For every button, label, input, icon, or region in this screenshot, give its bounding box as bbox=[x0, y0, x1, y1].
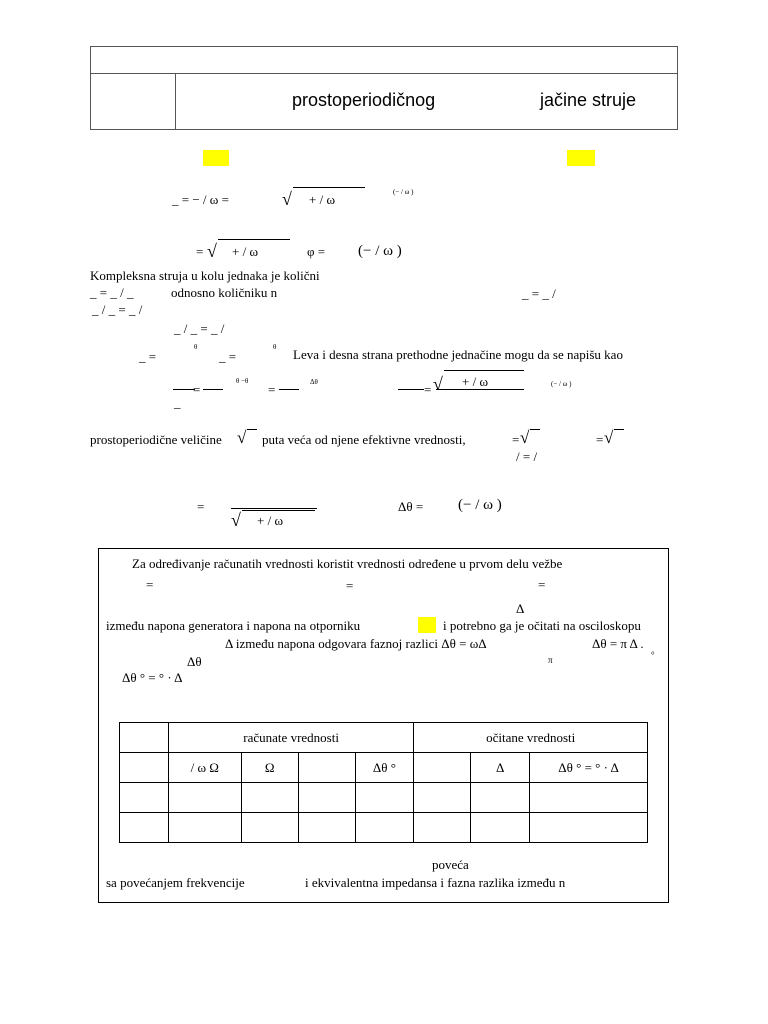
equation-exp-modulus: = bbox=[424, 382, 432, 397]
table-cell bbox=[298, 753, 355, 783]
sqrt-sign: √ bbox=[433, 374, 443, 394]
table-cell bbox=[120, 813, 169, 843]
table-cell: Ω bbox=[241, 753, 298, 783]
results-table bbox=[119, 722, 648, 843]
table-group-read: očitane vrednosti bbox=[414, 723, 648, 753]
title-right: jačine struje bbox=[540, 90, 637, 110]
box-equation: = bbox=[146, 577, 154, 592]
equation-voltage: _ = bbox=[139, 349, 157, 364]
equation-ratio: _ / _ = _ / bbox=[174, 321, 225, 336]
equation-effective-ratio: / = / bbox=[516, 449, 538, 464]
table-cell bbox=[168, 783, 241, 813]
table-cell bbox=[414, 753, 471, 783]
box-line: Δθ ° = ° · Δ bbox=[122, 670, 183, 685]
equation-exp-form: = bbox=[193, 382, 201, 397]
equation-exp-modulus-tail: (− / ω ) bbox=[551, 380, 572, 388]
box-line: Za određivanje računatih vrednosti koristit vrednosti određene u prvom delu vežbe bbox=[132, 556, 563, 571]
table-cell bbox=[120, 783, 169, 813]
table-cell bbox=[530, 783, 648, 813]
sqrt-bar bbox=[293, 187, 365, 188]
box-line: i ekvivalentna impedansa i fazna razlika između n bbox=[305, 875, 566, 890]
equation-exp-form-exponent: Δθ bbox=[310, 378, 318, 386]
table-cell bbox=[120, 723, 169, 753]
table-cell bbox=[530, 813, 648, 843]
equation-phase-shift-tail: (− / ω ) bbox=[458, 497, 502, 513]
box-line: π bbox=[548, 655, 553, 665]
equation-effective: = bbox=[596, 432, 604, 447]
box-line: Δθ = π Δ . bbox=[592, 636, 644, 651]
sqrt-bar bbox=[614, 429, 624, 430]
paragraph-line: Kompleksna struja u kolu jednaka je količni bbox=[90, 268, 320, 283]
paragraph-line: odnosno količniku n bbox=[171, 285, 278, 300]
equation-impedance: _ = − / ω = bbox=[172, 192, 229, 207]
table-cell: Δ bbox=[471, 753, 530, 783]
paragraph-line: puta veća od njene efektivne vrednosti, bbox=[262, 432, 466, 447]
paragraph-line: Leva i desna strana prethodne jednačine mogu da se napišu kao bbox=[293, 347, 623, 362]
fraction-numerator: _ bbox=[174, 376, 181, 391]
equation-impedance-tail: (− / ω ) bbox=[393, 188, 414, 196]
table-cell bbox=[471, 783, 530, 813]
sqrt-sign: √ bbox=[237, 428, 247, 447]
box-line: i potrebno ga je očitati na osciloskopu bbox=[443, 618, 641, 633]
sqrt-sign: √ bbox=[282, 189, 292, 209]
fraction-bar bbox=[231, 508, 317, 509]
table-cell bbox=[414, 783, 471, 813]
box-equation: = bbox=[538, 577, 546, 592]
equation-phase: φ = bbox=[307, 244, 326, 259]
title-left: prostoperiodičnog bbox=[292, 90, 436, 110]
sqrt-sign: √ bbox=[604, 428, 614, 447]
fraction-bar bbox=[436, 389, 524, 390]
table-cell bbox=[298, 783, 355, 813]
paragraph-line: _ = _ / bbox=[522, 286, 556, 301]
table-cell bbox=[355, 783, 414, 813]
equation-modulus-radicand: + / ω bbox=[232, 244, 258, 259]
equation-exp-modulus-radicand: + / ω bbox=[462, 374, 488, 389]
table-group-computed: računate vrednosti bbox=[168, 723, 414, 753]
highlight-marker bbox=[418, 617, 436, 633]
fraction-bar bbox=[398, 389, 424, 390]
equation-impedance-radicand: + / ω bbox=[309, 192, 335, 207]
sqrt-bar bbox=[218, 239, 290, 240]
table-cell: Δθ ° = ° · Δ bbox=[530, 753, 648, 783]
box-line: Δθ bbox=[187, 654, 202, 669]
paragraph-line: _ / _ = _ / bbox=[92, 302, 143, 317]
table-row bbox=[120, 813, 648, 843]
equation-phase-tail: (− / ω ) bbox=[358, 243, 402, 259]
table-cell: / ω Ω bbox=[168, 753, 241, 783]
table-cell bbox=[298, 813, 355, 843]
table-cell bbox=[168, 813, 241, 843]
equation-effective: = bbox=[512, 432, 520, 447]
fraction-bar bbox=[203, 389, 223, 390]
table-cell bbox=[355, 813, 414, 843]
sqrt-sign: √ bbox=[231, 510, 241, 530]
equation-current-exponent: θ bbox=[273, 343, 277, 351]
box-line: poveća bbox=[432, 857, 469, 872]
equation-modulus: = bbox=[196, 244, 204, 259]
table-cell: Δθ ° bbox=[355, 753, 414, 783]
table-header-row bbox=[120, 723, 648, 753]
box-line: između napona generatora i napona na otporniku bbox=[106, 618, 361, 633]
header-table bbox=[90, 46, 678, 130]
box-delta: Δ bbox=[516, 601, 525, 616]
box-line: sa povećanjem frekvencije bbox=[106, 875, 245, 890]
equation-exp-form: = bbox=[268, 382, 276, 397]
sqrt-bar bbox=[530, 429, 540, 430]
sqrt-sign: √ bbox=[207, 241, 217, 261]
table-cell bbox=[120, 753, 169, 783]
table-cell bbox=[471, 813, 530, 843]
table-cell bbox=[414, 813, 471, 843]
equation-exp-form-exponent: θ −θ bbox=[236, 377, 249, 385]
box-equation: = bbox=[346, 578, 354, 593]
table-subheader-row bbox=[120, 753, 648, 783]
fraction-bar bbox=[279, 389, 299, 390]
table-cell bbox=[241, 783, 298, 813]
fraction-denominator: _ bbox=[174, 395, 181, 410]
sqrt-bar bbox=[444, 370, 524, 371]
header-column-divider bbox=[175, 73, 176, 130]
paragraph-line: prostoperiodične veličine bbox=[90, 432, 222, 447]
paragraph-line: _ = _ / _ bbox=[90, 285, 134, 300]
equation-voltage-exponent: θ bbox=[194, 343, 198, 351]
equation-current-amplitude-radicand: + / ω bbox=[257, 513, 283, 528]
box-line: ° bbox=[651, 650, 655, 660]
equation-current: _ = bbox=[219, 349, 237, 364]
sqrt-bar bbox=[242, 510, 315, 511]
header-row-top bbox=[91, 47, 677, 74]
equation-current-amplitude: = bbox=[197, 499, 205, 514]
box-line: Δ između napona odgovara faznoj razlici Δθ = ωΔ bbox=[225, 636, 487, 651]
highlight-marker bbox=[567, 150, 595, 166]
highlight-marker bbox=[203, 150, 229, 166]
table-cell bbox=[241, 813, 298, 843]
sqrt-sign: √ bbox=[520, 428, 530, 447]
table-row bbox=[120, 783, 648, 813]
equation-phase-shift: Δθ = bbox=[398, 499, 424, 514]
sqrt-bar bbox=[247, 429, 257, 430]
